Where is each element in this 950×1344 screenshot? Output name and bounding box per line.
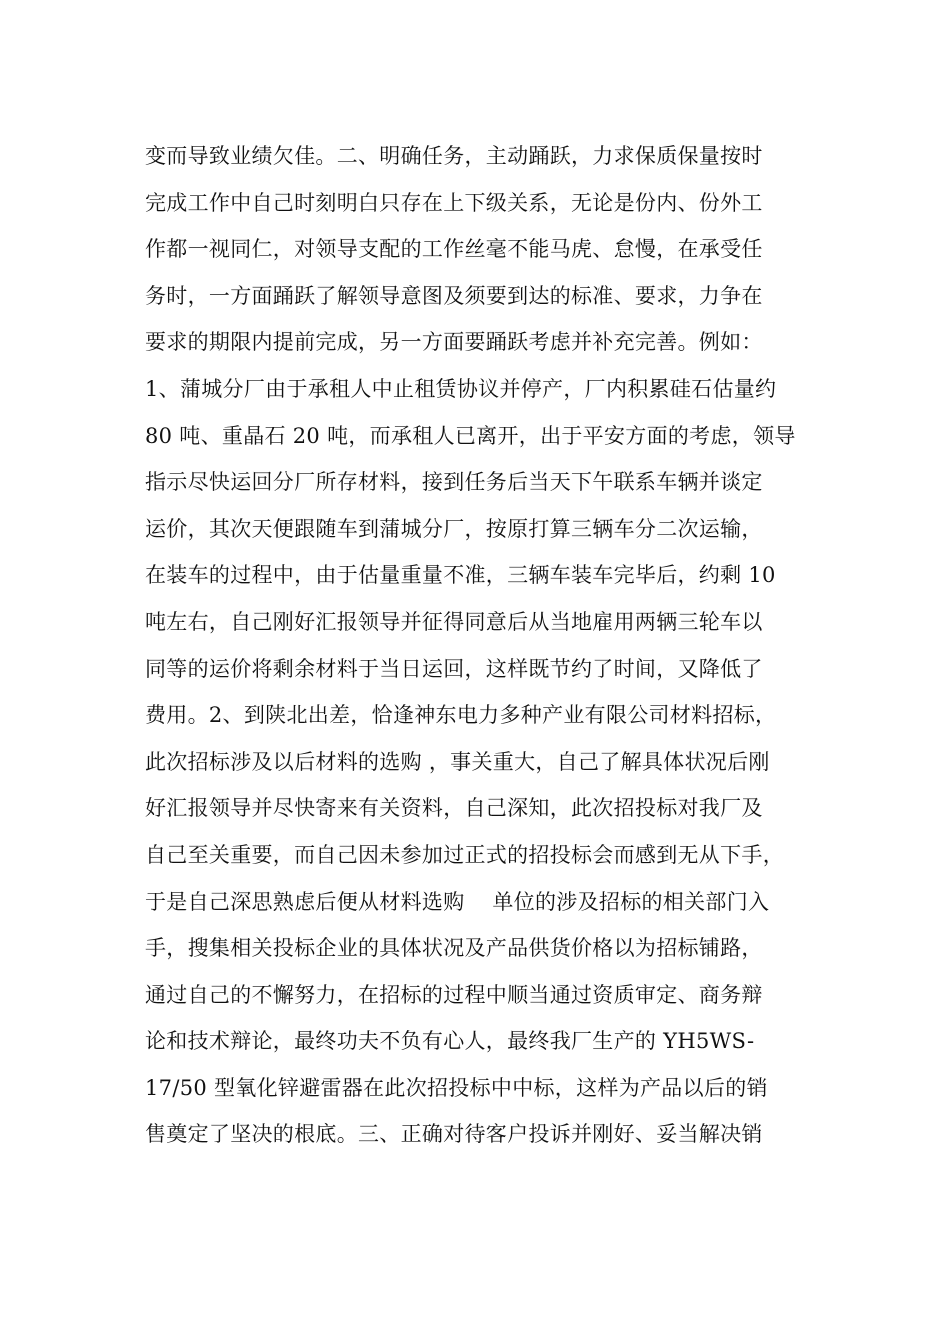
text-line: 吨左右，自己刚好汇报领导并征得同意后从当地雇用两辆三轮车以 [145,609,763,634]
text-line: 于是自己深思熟虑后便从材料选购 单位的涉及招标的相关部门入 [145,889,770,914]
text-line: 手，搜集相关投标企业的具体状况及产品供货价格以为招标铺路， [145,936,763,961]
text-line: 在装车的过程中，由于估量重量不准，三辆车装车完毕后，约剩 10 [145,563,776,588]
text-line: 论和技术辩论，最终功夫不负有心人，最终我厂生产的 YH5WS- [145,1029,755,1054]
text-line: 变而导致业绩欠佳。二、明确任务，主动踊跃，力求保质保量按时 [145,144,763,168]
text-line: 要求的期限内提前完成，另一方面要踊跃考虑并补充完善。例如： [145,330,763,355]
text-line: 17/50 型氧化锌避雷器在此次招投标中中标，这样为产品以后的销 [145,1075,768,1100]
text-line: 费用。2、到陕北出差，恰逢神东电力多种产业有限公司材料招标， [145,703,777,728]
text-line: 作都一视同仁，对领导支配的工作丝毫不能马虎、怠慢，在承受任 [145,237,763,262]
text-line: 此次招标涉及以后材料的选购 ，事关重大，自己了解具体状况后刚 [145,749,770,774]
text-line: 80 吨、重晶石 20 吨，而承租人已离开，出于平安方面的考虑，领导 [145,423,796,448]
text-line: 好汇报领导并尽快寄来有关资料，自己深知，此次招投标对我厂及 [145,796,763,821]
body-text [145,133,825,1158]
text-line: 完成工作中自己时刻明白只存在上下级关系，无论是份内、份外工 [145,190,763,215]
text-line: 同等的运价将剩余材料于当日运回，这样既节约了时间，又降低了 [145,656,763,681]
text-line: 务时，一方面踊跃了解领导意图及须要到达的标准、要求，力争在 [145,283,763,308]
text-line: 自己至关重要，而自己因未参加过正式的招投标会而感到无从下手， [145,842,784,867]
text-line: 售奠定了坚决的根底。三、正确对待客户投诉并刚好、妥当解决销 [145,1122,763,1147]
text-line: 1、蒲城分厂由于承租人中止租赁协议并停产，厂内积累硅石估量约 [145,376,777,401]
text-line: 通过自己的不懈努力，在招标的过程中顺当通过资质审定、商务辩 [145,982,763,1007]
text-line: 指示尽快运回分厂所存材料，接到任务后当天下午联系车辆并谈定 [145,470,763,495]
text-line: 运价，其次天便跟随车到蒲城分厂，按原打算三辆车分二次运输， [145,516,763,541]
